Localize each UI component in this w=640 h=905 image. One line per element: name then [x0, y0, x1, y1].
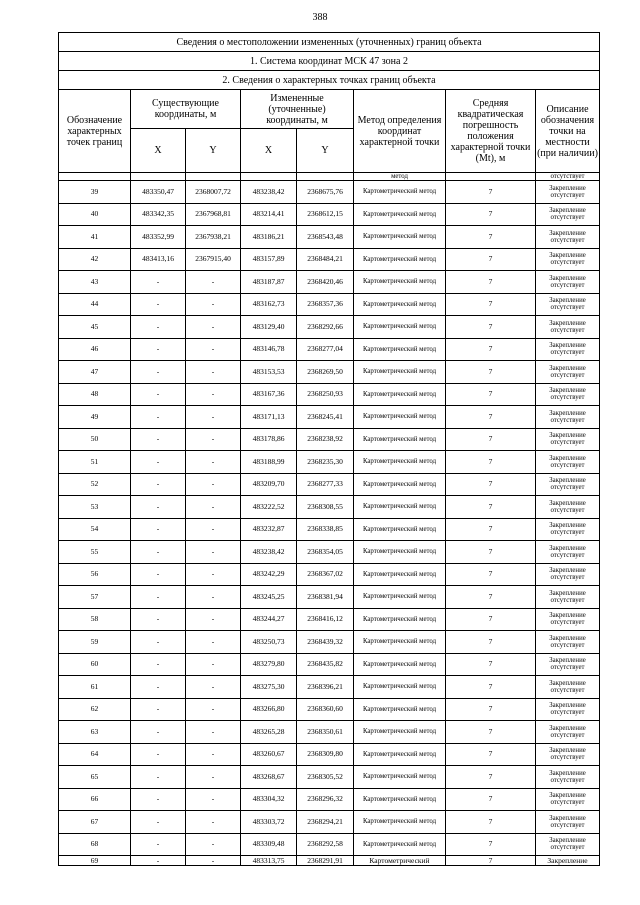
point-number-cell: 46	[59, 338, 131, 361]
section-title: 2. Сведения о характерных точках границ объекта	[59, 71, 600, 90]
method-cell: Картометрический метод	[354, 316, 446, 339]
changed-y-cell: 2368439,32	[297, 631, 354, 654]
existing-y-cell: -	[186, 451, 241, 474]
existing-x-cell: -	[131, 563, 186, 586]
table-row	[59, 698, 600, 721]
table-row	[59, 293, 600, 316]
point-number-cell: 39	[59, 181, 131, 204]
existing-y-cell: -	[186, 676, 241, 699]
changed-y-cell: 2368675,76	[297, 181, 354, 204]
changed-x-cell: 483238,42	[241, 181, 297, 204]
accuracy-cell: 7	[446, 721, 536, 744]
point-number-cell: 65	[59, 766, 131, 789]
changed-x-cell: 483309,48	[241, 833, 297, 856]
point-number-cell: 50	[59, 428, 131, 451]
col-existing-y-header: Y	[186, 129, 241, 173]
existing-x-cell: -	[131, 608, 186, 631]
changed-x-cell: 483242,29	[241, 563, 297, 586]
table-row	[59, 383, 600, 406]
table-row	[59, 406, 600, 429]
changed-y-cell: 2368354,05	[297, 541, 354, 564]
table-row	[59, 226, 600, 249]
existing-y-cell: -	[186, 811, 241, 834]
col-description-header: Описание обозначения точки на местности (при наличии)	[536, 90, 600, 173]
changed-y-cell: 2368291,91	[297, 856, 354, 866]
existing-y-cell: -	[186, 608, 241, 631]
changed-x-cell: 483260,67	[241, 743, 297, 766]
changed-y-cell: 2368292,66	[297, 316, 354, 339]
existing-x-cell: -	[131, 788, 186, 811]
changed-y-cell: 2368381,94	[297, 586, 354, 609]
method-cell: Картометрический метод	[354, 586, 446, 609]
description-cell: Закрепление отсутствует	[536, 203, 600, 226]
point-number-cell: 49	[59, 406, 131, 429]
existing-y-cell: -	[186, 743, 241, 766]
table-row	[59, 496, 600, 519]
table-row	[59, 271, 600, 294]
point-number-cell: 56	[59, 563, 131, 586]
changed-y-cell: 2368396,21	[297, 676, 354, 699]
existing-x-cell: -	[131, 293, 186, 316]
existing-x-cell: -	[131, 811, 186, 834]
description-cell: Закрепление отсутствует	[536, 428, 600, 451]
accuracy-cell: 7	[446, 743, 536, 766]
point-number-cell: 43	[59, 271, 131, 294]
point-number-cell: 60	[59, 653, 131, 676]
method-cell: Картометрический метод	[354, 473, 446, 496]
accuracy-cell: 7	[446, 428, 536, 451]
description-cell: Закрепление отсутствует	[536, 608, 600, 631]
description-cell: Закрепление отсутствует	[536, 721, 600, 744]
existing-x-cell: -	[131, 316, 186, 339]
existing-x-cell: -	[131, 271, 186, 294]
changed-y-cell: 2368420,46	[297, 271, 354, 294]
description-cell: Закрепление отсутствует	[536, 811, 600, 834]
existing-x-cell: -	[131, 338, 186, 361]
method-cell: Картометрический метод	[354, 428, 446, 451]
point-number-cell: 67	[59, 811, 131, 834]
existing-x-cell: -	[131, 541, 186, 564]
point-number-cell: 51	[59, 451, 131, 474]
existing-x-cell: -	[131, 743, 186, 766]
changed-x-cell: 483250,73	[241, 631, 297, 654]
method-cell: Картометрический метод	[354, 496, 446, 519]
method-cell: Картометрический метод	[354, 541, 446, 564]
point-number-cell: 59	[59, 631, 131, 654]
existing-x-cell: -	[131, 496, 186, 519]
continuation-method: метод	[354, 173, 446, 181]
changed-x-cell: 483187,87	[241, 271, 297, 294]
existing-y-cell: 2367938,21	[186, 226, 241, 249]
existing-y-cell: 2368007,72	[186, 181, 241, 204]
point-number-cell: 47	[59, 361, 131, 384]
accuracy-cell: 7	[446, 833, 536, 856]
existing-x-cell: -	[131, 833, 186, 856]
accuracy-cell: 7	[446, 856, 536, 866]
description-cell: Закрепление отсутствует	[536, 518, 600, 541]
method-cell: Картометрический метод	[354, 743, 446, 766]
changed-x-cell: 483129,40	[241, 316, 297, 339]
description-cell: Закрепление отсутствует	[536, 473, 600, 496]
changed-y-cell: 2368292,58	[297, 833, 354, 856]
table-row	[59, 203, 600, 226]
existing-x-cell: -	[131, 653, 186, 676]
point-number-cell: 40	[59, 203, 131, 226]
accuracy-cell: 7	[446, 226, 536, 249]
existing-y-cell: -	[186, 833, 241, 856]
method-cell: Картометрический	[354, 856, 446, 866]
table-row	[59, 676, 600, 699]
changed-x-cell: 483313,75	[241, 856, 297, 866]
changed-y-cell: 2368416,12	[297, 608, 354, 631]
changed-x-cell: 483232,87	[241, 518, 297, 541]
changed-y-cell: 2368245,41	[297, 406, 354, 429]
table-row	[59, 721, 600, 744]
accuracy-cell: 7	[446, 361, 536, 384]
description-cell: Закрепление отсутствует	[536, 383, 600, 406]
point-number-cell: 61	[59, 676, 131, 699]
description-cell: Закрепление	[536, 856, 600, 866]
table-row	[59, 653, 600, 676]
existing-x-cell: -	[131, 698, 186, 721]
point-number-cell: 53	[59, 496, 131, 519]
changed-x-cell: 483146,78	[241, 338, 297, 361]
method-cell: Картометрический метод	[354, 248, 446, 271]
existing-y-cell: -	[186, 383, 241, 406]
existing-y-cell: -	[186, 586, 241, 609]
table-row	[59, 586, 600, 609]
existing-y-cell: -	[186, 631, 241, 654]
description-cell: Закрепление отсутствует	[536, 743, 600, 766]
changed-y-cell: 2368484,21	[297, 248, 354, 271]
changed-x-cell: 483266,80	[241, 698, 297, 721]
changed-x-cell: 483222,52	[241, 496, 297, 519]
table-row	[59, 541, 600, 564]
accuracy-cell: 7	[446, 608, 536, 631]
method-cell: Картометрический метод	[354, 271, 446, 294]
method-cell: Картометрический метод	[354, 811, 446, 834]
description-cell: Закрепление отсутствует	[536, 586, 600, 609]
changed-y-cell: 2368277,33	[297, 473, 354, 496]
method-cell: Картометрический метод	[354, 226, 446, 249]
description-cell: Закрепление отсутствует	[536, 293, 600, 316]
accuracy-cell: 7	[446, 316, 536, 339]
existing-y-cell: 2367915,40	[186, 248, 241, 271]
table-row	[59, 788, 600, 811]
table-row	[59, 811, 600, 834]
col-point-header: Обозначение характерных точек границ	[59, 90, 131, 173]
changed-y-cell: 2368357,36	[297, 293, 354, 316]
changed-x-cell: 483304,32	[241, 788, 297, 811]
changed-y-cell: 2368435,82	[297, 653, 354, 676]
existing-y-cell: -	[186, 271, 241, 294]
method-cell: Картометрический метод	[354, 451, 446, 474]
existing-y-cell: 2367968,81	[186, 203, 241, 226]
accuracy-cell: 7	[446, 586, 536, 609]
table-row	[59, 518, 600, 541]
changed-y-cell: 2368360,60	[297, 698, 354, 721]
point-number-cell: 68	[59, 833, 131, 856]
accuracy-cell: 7	[446, 383, 536, 406]
description-cell: Закрепление отсутствует	[536, 766, 600, 789]
existing-y-cell: -	[186, 856, 241, 866]
description-cell: Закрепление отсутствует	[536, 248, 600, 271]
method-cell: Картометрический метод	[354, 518, 446, 541]
existing-y-cell: -	[186, 653, 241, 676]
changed-x-cell: 483265,28	[241, 721, 297, 744]
changed-x-cell: 483268,67	[241, 766, 297, 789]
existing-y-cell: -	[186, 316, 241, 339]
method-cell: Картометрический метод	[354, 338, 446, 361]
col-changed-header: Измененные (уточненные) координаты, м	[241, 90, 354, 129]
changed-y-cell: 2368367,02	[297, 563, 354, 586]
existing-y-cell: -	[186, 766, 241, 789]
existing-x-cell: 483352,99	[131, 226, 186, 249]
existing-x-cell: 483413,16	[131, 248, 186, 271]
description-cell: Закрепление отсутствует	[536, 788, 600, 811]
point-number-cell: 69	[59, 856, 131, 866]
method-cell: Картометрический метод	[354, 653, 446, 676]
existing-y-cell: -	[186, 721, 241, 744]
existing-y-cell: -	[186, 406, 241, 429]
changed-x-cell: 483178,86	[241, 428, 297, 451]
changed-x-cell: 483303,72	[241, 811, 297, 834]
method-cell: Картометрический метод	[354, 766, 446, 789]
changed-x-cell: 483214,41	[241, 203, 297, 226]
existing-y-cell: -	[186, 496, 241, 519]
changed-x-cell: 483275,30	[241, 676, 297, 699]
changed-x-cell: 483162,73	[241, 293, 297, 316]
point-number-cell: 57	[59, 586, 131, 609]
table-row	[59, 248, 600, 271]
table-row	[59, 428, 600, 451]
method-cell: Картометрический метод	[354, 563, 446, 586]
changed-x-cell: 483209,70	[241, 473, 297, 496]
changed-y-cell: 2368250,93	[297, 383, 354, 406]
accuracy-cell: 7	[446, 271, 536, 294]
accuracy-cell: 7	[446, 406, 536, 429]
changed-x-cell: 483157,89	[241, 248, 297, 271]
changed-y-cell: 2368294,21	[297, 811, 354, 834]
table-title: Сведения о местоположении измененных (уточненных) границ объекта	[59, 33, 600, 52]
method-cell: Картометрический метод	[354, 721, 446, 744]
method-cell: Картометрический метод	[354, 361, 446, 384]
point-number-cell: 41	[59, 226, 131, 249]
existing-y-cell: -	[186, 788, 241, 811]
point-number-cell: 55	[59, 541, 131, 564]
existing-y-cell: -	[186, 338, 241, 361]
existing-x-cell: -	[131, 721, 186, 744]
point-number-cell: 66	[59, 788, 131, 811]
point-number-cell: 44	[59, 293, 131, 316]
existing-y-cell: -	[186, 293, 241, 316]
changed-x-cell: 483153,53	[241, 361, 297, 384]
changed-x-cell: 483245,25	[241, 586, 297, 609]
table-row	[59, 743, 600, 766]
existing-y-cell: -	[186, 361, 241, 384]
changed-x-cell: 483171,13	[241, 406, 297, 429]
existing-x-cell: -	[131, 406, 186, 429]
table-row	[59, 316, 600, 339]
accuracy-cell: 7	[446, 811, 536, 834]
existing-x-cell: 483350,47	[131, 181, 186, 204]
changed-y-cell: 2368296,32	[297, 788, 354, 811]
point-number-cell: 64	[59, 743, 131, 766]
existing-y-cell: -	[186, 518, 241, 541]
description-cell: Закрепление отсутствует	[536, 631, 600, 654]
accuracy-cell: 7	[446, 788, 536, 811]
description-cell: Закрепление отсутствует	[536, 181, 600, 204]
col-existing-x-header: X	[131, 129, 186, 173]
existing-x-cell: -	[131, 428, 186, 451]
description-cell: Закрепление отсутствует	[536, 226, 600, 249]
table-row	[59, 451, 600, 474]
description-cell: Закрепление отсутствует	[536, 496, 600, 519]
method-cell: Картометрический метод	[354, 788, 446, 811]
changed-y-cell: 2368308,55	[297, 496, 354, 519]
table-row	[59, 608, 600, 631]
description-cell: Закрепление отсутствует	[536, 451, 600, 474]
coordinate-system: 1. Система координат МСК 47 зона 2	[59, 52, 600, 71]
existing-x-cell: -	[131, 766, 186, 789]
changed-x-cell: 483186,21	[241, 226, 297, 249]
existing-y-cell: -	[186, 473, 241, 496]
point-number-cell: 62	[59, 698, 131, 721]
description-cell: Закрепление отсутствует	[536, 698, 600, 721]
description-cell: Закрепление отсутствует	[536, 676, 600, 699]
changed-y-cell: 2368277,04	[297, 338, 354, 361]
changed-y-cell: 2368309,80	[297, 743, 354, 766]
changed-x-cell: 483244,27	[241, 608, 297, 631]
accuracy-cell: 7	[446, 653, 536, 676]
changed-x-cell: 483167,36	[241, 383, 297, 406]
description-cell: Закрепление отсутствует	[536, 316, 600, 339]
accuracy-cell: 7	[446, 451, 536, 474]
existing-x-cell: 483342,35	[131, 203, 186, 226]
existing-x-cell: -	[131, 383, 186, 406]
accuracy-cell: 7	[446, 518, 536, 541]
description-cell: Закрепление отсутствует	[536, 563, 600, 586]
point-number-cell: 48	[59, 383, 131, 406]
changed-x-cell: 483279,80	[241, 653, 297, 676]
method-cell: Картометрический метод	[354, 181, 446, 204]
changed-y-cell: 2368269,50	[297, 361, 354, 384]
existing-x-cell: -	[131, 586, 186, 609]
point-number-cell: 54	[59, 518, 131, 541]
existing-y-cell: -	[186, 563, 241, 586]
table-row	[59, 856, 600, 866]
existing-y-cell: -	[186, 698, 241, 721]
table-row	[59, 631, 600, 654]
description-cell: Закрепление отсутствует	[536, 361, 600, 384]
existing-x-cell: -	[131, 473, 186, 496]
accuracy-cell: 7	[446, 293, 536, 316]
changed-y-cell: 2368338,85	[297, 518, 354, 541]
method-cell: Картометрический метод	[354, 698, 446, 721]
changed-y-cell: 2368238,92	[297, 428, 354, 451]
continuation-description: отсутствует	[536, 173, 600, 181]
description-cell: Закрепление отсутствует	[536, 271, 600, 294]
table-row	[59, 833, 600, 856]
col-existing-header: Существующие координаты, м	[131, 90, 241, 129]
description-cell: Закрепление отсутствует	[536, 541, 600, 564]
point-number-cell: 42	[59, 248, 131, 271]
description-cell: Закрепление отсутствует	[536, 338, 600, 361]
table-row	[59, 766, 600, 789]
table-row	[59, 473, 600, 496]
accuracy-cell: 7	[446, 496, 536, 519]
method-cell: Картометрический метод	[354, 383, 446, 406]
accuracy-cell: 7	[446, 698, 536, 721]
table-row	[59, 361, 600, 384]
accuracy-cell: 7	[446, 473, 536, 496]
method-cell: Картометрический метод	[354, 608, 446, 631]
changed-x-cell: 483238,42	[241, 541, 297, 564]
page-number: 388	[312, 12, 328, 23]
col-changed-y-header: Y	[297, 129, 354, 173]
changed-y-cell: 2368612,15	[297, 203, 354, 226]
description-cell: Закрепление отсутствует	[536, 833, 600, 856]
boundary-points-table	[58, 32, 600, 866]
table-row	[59, 563, 600, 586]
accuracy-cell: 7	[446, 338, 536, 361]
existing-y-cell: -	[186, 541, 241, 564]
existing-x-cell: -	[131, 631, 186, 654]
description-cell: Закрепление отсутствует	[536, 406, 600, 429]
point-number-cell: 52	[59, 473, 131, 496]
changed-y-cell: 2368350,61	[297, 721, 354, 744]
accuracy-cell: 7	[446, 766, 536, 789]
existing-x-cell: -	[131, 518, 186, 541]
col-changed-x-header: X	[241, 129, 297, 173]
existing-x-cell: -	[131, 361, 186, 384]
accuracy-cell: 7	[446, 203, 536, 226]
accuracy-cell: 7	[446, 181, 536, 204]
accuracy-cell: 7	[446, 631, 536, 654]
accuracy-cell: 7	[446, 248, 536, 271]
method-cell: Картометрический метод	[354, 676, 446, 699]
changed-y-cell: 2368543,48	[297, 226, 354, 249]
changed-y-cell: 2368235,30	[297, 451, 354, 474]
description-cell: Закрепление отсутствует	[536, 653, 600, 676]
col-accuracy-header: Средняя квадратическая погрешность положения характерной точки (Mt), м	[446, 90, 536, 173]
accuracy-cell: 7	[446, 541, 536, 564]
table-row	[59, 181, 600, 204]
existing-x-cell: -	[131, 856, 186, 866]
existing-x-cell: -	[131, 676, 186, 699]
existing-y-cell: -	[186, 428, 241, 451]
col-method-header: Метод определения координат характерной точки	[354, 90, 446, 173]
continuation-row	[59, 173, 600, 181]
method-cell: Картометрический метод	[354, 203, 446, 226]
accuracy-cell: 7	[446, 676, 536, 699]
point-number-cell: 63	[59, 721, 131, 744]
accuracy-cell: 7	[446, 563, 536, 586]
existing-x-cell: -	[131, 451, 186, 474]
method-cell: Картометрический метод	[354, 406, 446, 429]
point-number-cell: 45	[59, 316, 131, 339]
method-cell: Картометрический метод	[354, 631, 446, 654]
changed-x-cell: 483188,99	[241, 451, 297, 474]
point-number-cell: 58	[59, 608, 131, 631]
method-cell: Картометрический метод	[354, 833, 446, 856]
table-row	[59, 338, 600, 361]
method-cell: Картометрический метод	[354, 293, 446, 316]
changed-y-cell: 2368305,52	[297, 766, 354, 789]
